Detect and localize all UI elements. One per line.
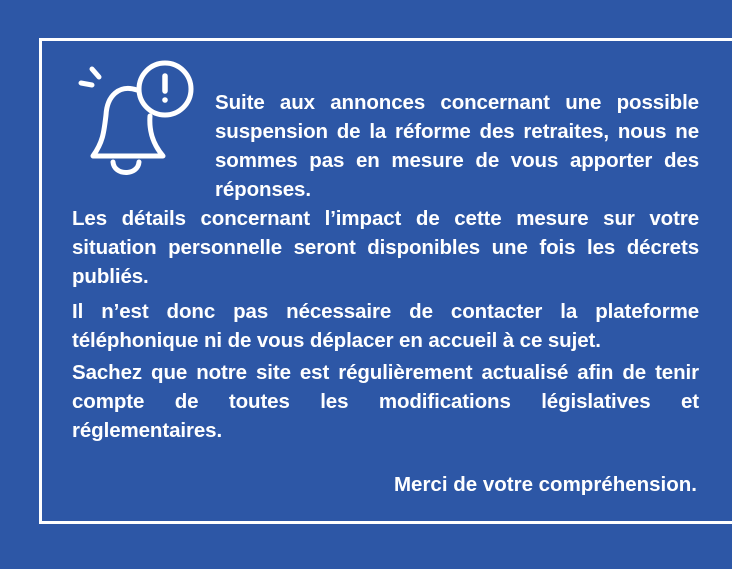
notice-thanks-text: Merci de votre compréhension. <box>393 473 697 496</box>
bell-alert-icon <box>77 60 209 182</box>
notice-intro-text: Suite aux annonces concernant une possible suspension de la réforme des retraites, nous ne sommes pas en mesure de vous apporter des réponses. <box>215 91 699 201</box>
notice-contact-text: Il n’est donc pas nécessaire de contacter la plateforme téléphonique ni de vous déplacer en accueil à ce sujet. <box>72 300 699 352</box>
notice-details-text: Les détails concernant l’impact de cette mesure sur votre situation personnelle seront disponibles une fois les décrets publiés. <box>72 207 699 288</box>
notice-updates-text: Sachez que notre site est régulièrement actualisé afin de tenir compte de toutes les modifications législatives et réglementaires. <box>72 361 699 442</box>
